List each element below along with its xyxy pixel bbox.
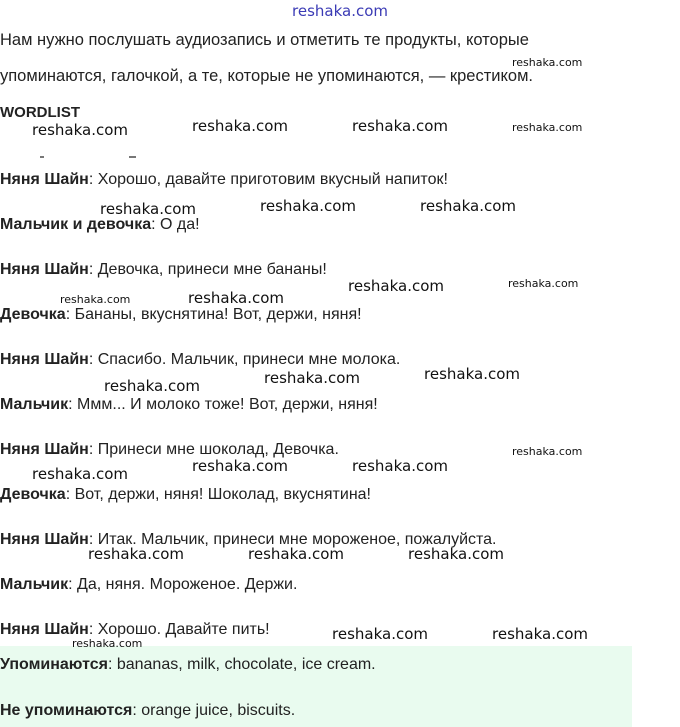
watermark: reshaka.com — [492, 625, 588, 643]
watermark: reshaka.com — [352, 457, 448, 475]
dialogue-line — [0, 486, 371, 504]
speech-text: : Хорошо, давайте приготовим вкусный напиток! — [88, 171, 448, 188]
intro-line-1: Нам нужно послушать аудиозапись и отметить те продукты, которые — [0, 31, 529, 49]
answer-label: Упоминаются — [0, 656, 108, 673]
watermark: reshaka.com — [192, 117, 288, 135]
answer-text: : bananas, milk, chocolate, ice cream. — [107, 656, 376, 673]
speaker-name: Няня Шайн — [0, 621, 89, 638]
speech-text: : О да! — [151, 216, 200, 233]
speech-text: : Принеси мне шоколад, Девочка. — [88, 441, 339, 458]
speech-text: : Да, няня. Мороженое. Держи. — [68, 576, 298, 593]
watermark: reshaka.com — [248, 545, 344, 563]
answer-not-mentioned — [0, 702, 295, 720]
speaker-name: Мальчик — [0, 576, 69, 593]
watermark: reshaka.com — [512, 56, 583, 69]
speech-text: : Бананы, вкуснятина! Вот, держи, няня! — [65, 306, 362, 323]
answers-box — [0, 646, 632, 727]
dialogue-line — [0, 441, 339, 459]
speaker-name: Няня Шайн — [0, 261, 89, 278]
watermark: reshaka.com — [424, 365, 520, 383]
wordlist-dash — [40, 156, 44, 158]
intro-line-2: упоминаются, галочкой, а те, которые не упоминаются, — крестиком. — [0, 67, 534, 85]
dialogue-line — [0, 576, 297, 594]
watermark: reshaka.com — [420, 197, 516, 215]
watermark: reshaka.com — [348, 277, 444, 295]
watermark: reshaka.com — [192, 457, 288, 475]
watermark: reshaka.com — [188, 289, 284, 307]
speaker-name: Няня Шайн — [0, 351, 89, 368]
watermark: reshaka.com — [512, 445, 583, 458]
dialogue-line — [0, 171, 448, 189]
dialogue-line — [0, 351, 400, 369]
speech-text: : Хорошо. Давайте пить! — [88, 621, 270, 638]
site-watermark-top: reshaka.com — [292, 2, 388, 20]
dialogue-line — [0, 216, 200, 234]
dialogue-line — [0, 306, 362, 324]
watermark: reshaka.com — [332, 625, 428, 643]
speaker-name: Девочка — [0, 486, 66, 503]
watermark: reshaka.com — [408, 545, 504, 563]
watermark: reshaka.com — [60, 293, 131, 306]
dialogue-line — [0, 396, 378, 414]
answer-text: : orange juice, biscuits. — [132, 702, 296, 719]
watermark: reshaka.com — [104, 377, 200, 395]
wordlist-heading: WORDLIST — [0, 104, 80, 121]
watermark: reshaka.com — [260, 197, 356, 215]
speaker-name: Няня Шайн — [0, 171, 89, 188]
watermark: reshaka.com — [264, 369, 360, 387]
speech-text: : Спасибо. Мальчик, принеси мне молока. — [88, 351, 401, 368]
speaker-name: Девочка — [0, 306, 66, 323]
watermark: reshaka.com — [72, 637, 143, 650]
watermark: reshaka.com — [512, 121, 583, 134]
dialogue-line — [0, 261, 327, 279]
speech-text: : Ммм... И молоко тоже! Вот, держи, няня! — [68, 396, 378, 413]
watermark: reshaka.com — [100, 200, 196, 218]
watermark: reshaka.com — [88, 545, 184, 563]
watermark: reshaka.com — [352, 117, 448, 135]
speech-text: : Девочка, принеси мне бананы! — [88, 261, 327, 278]
watermark: reshaka.com — [32, 121, 128, 139]
speaker-name: Няня Шайн — [0, 531, 89, 548]
speaker-name: Мальчик — [0, 396, 69, 413]
speaker-name: Няня Шайн — [0, 441, 89, 458]
speaker-name: Мальчик и девочка — [0, 216, 152, 233]
answer-mentioned — [0, 656, 376, 674]
speech-text: : Итак. Мальчик, принеси мне мороженое, пожалуйста. — [88, 531, 497, 548]
watermark: reshaka.com — [508, 277, 579, 290]
speech-text: : Вот, держи, няня! Шоколад, вкуснятина! — [65, 486, 371, 503]
watermark: reshaka.com — [32, 465, 128, 483]
wordlist-dash — [129, 156, 136, 158]
answer-label: Не упоминаются — [0, 702, 133, 719]
